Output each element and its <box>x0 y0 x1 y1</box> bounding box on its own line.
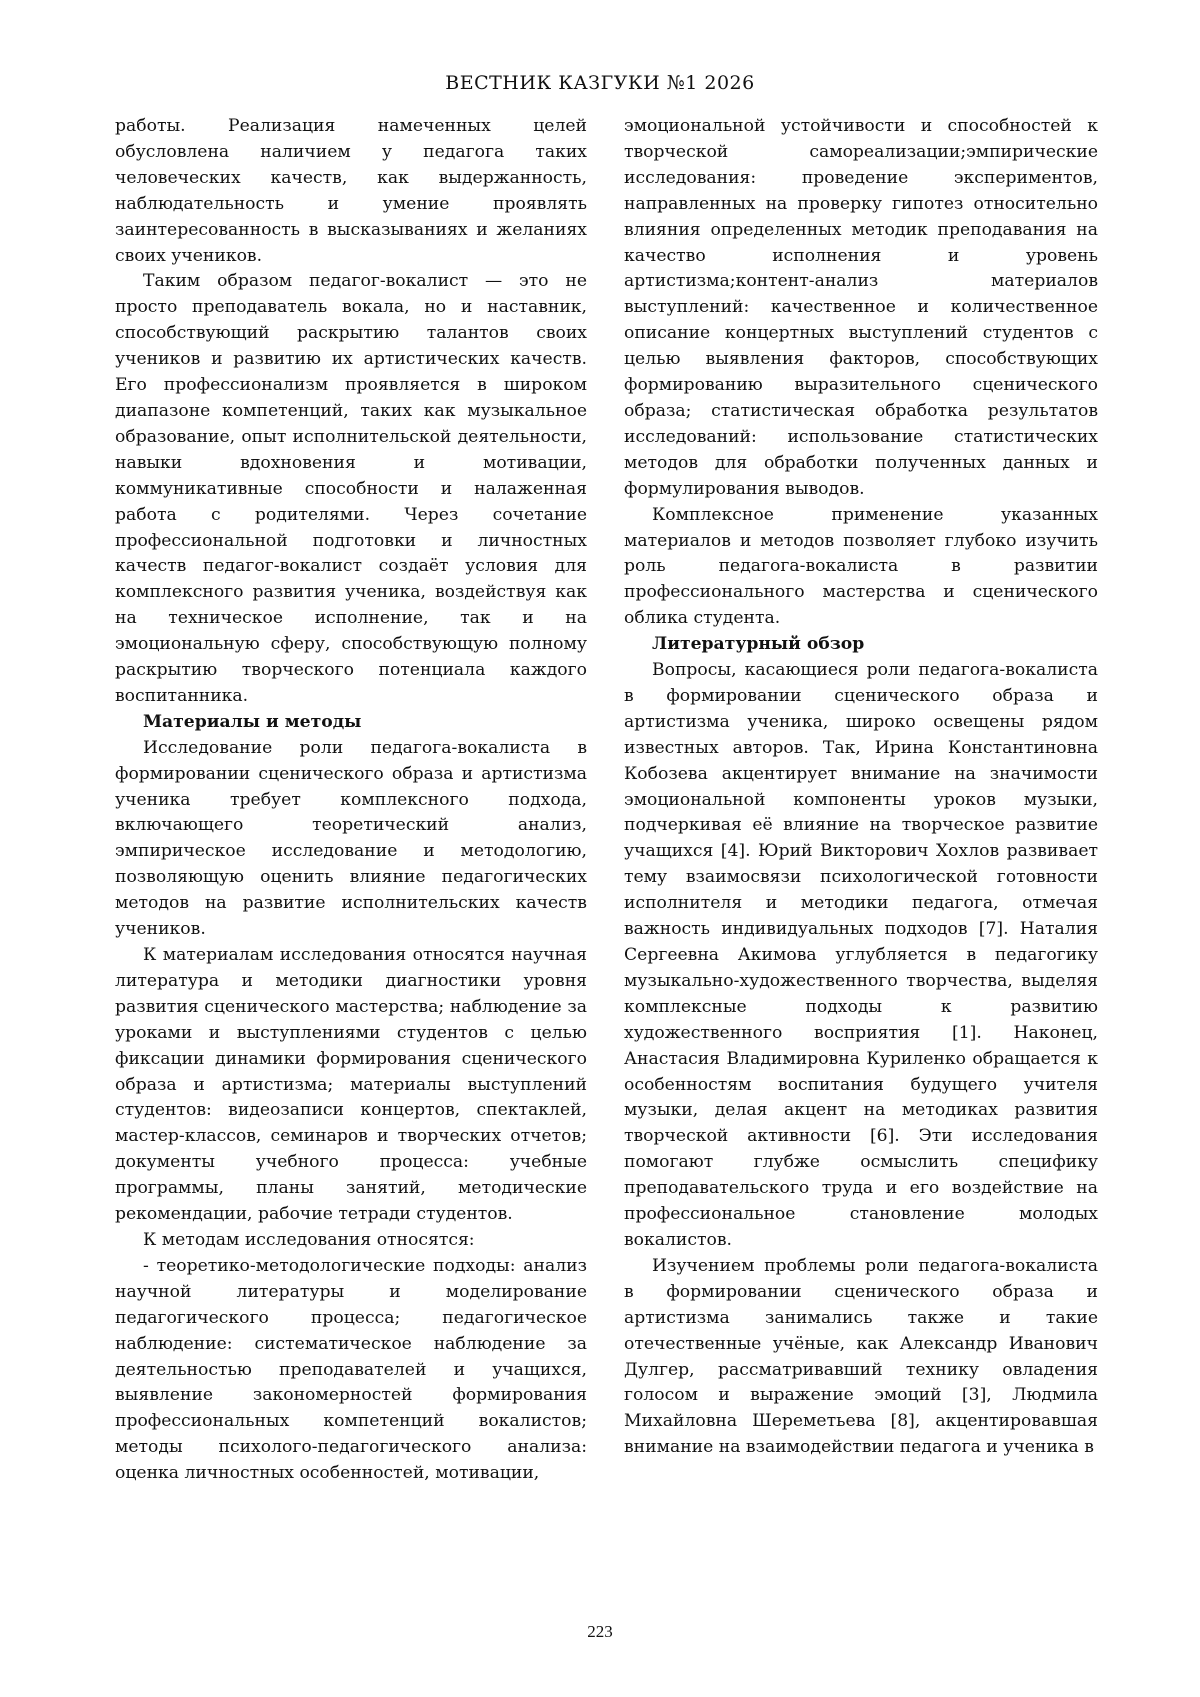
right-column <box>624 114 1098 1461</box>
paragraph: Исследование роли педагога-вокалиста в формировании сценического образа и артистизма ученика требует комплексного подхода, включающего теоретический анализ, эмпирическое исследование и методологию, позволяющую оценить влияние педагогических методов на развитие исполнительских качеств учеников. <box>115 737 587 940</box>
page-number: 223 <box>587 1622 613 1641</box>
journal-header: ВЕСТНИК КАЗГУКИ №1 2026 <box>445 72 755 94</box>
section-heading-review: Литературный обзор <box>652 634 865 655</box>
paragraph: Вопросы, касающиеся роли педагога-вокалиста в формировании сценического образа и артистизма ученика, широко освещены рядом известных авторов. Так, Ирина Константиновна Кобозева акцентирует внимание на значимости эмоциональной компоненты уроков музыки, подчеркивая её влияние на творческое развитие учащихся [4]. Юрий Викторович Хохлов развивает тему взаимосвязи психологической готовности исполнителя и методики педагога, отмечая важность индивидуальных подходов [7]. Наталия Сергеевна Акимова углубляется в педагогику музыкально-художественного творчества, выделяя комплексные подходы к развитию художественного восприятия [1]. Наконец, Анастасия Владимировна Куриленко обращается к особенностям воспитания будущего учителя музыки, делая акцент на методиках развития творческой активности [6]. Эти исследования помогают глубже осмыслить специфику преподавательского труда и его воздействие на профессиональное становление молодых вокалистов. <box>624 660 1098 1250</box>
paragraph: Таким образом педагог-вокалист — это не просто преподаватель вокала, но и наставник, способствующий раскрытию талантов своих учеников и развитию их артистических качеств. Его профессионализм проявляется в широком диапазоне компетенций, таких как музыкальное образование, опыт исполнительской деятельности, навыки вдохновения и мотивации, коммуникативные способности и налаженная работа с родителями. Через сочетание профессиональной подготовки и личностных качеств педагог-вокалист создаёт условия для комплексного развития ученика, воздействуя как на техническое исполнение, так и на эмоциональную сферу, способствующую полному раскрытию творческого потенциала каждого воспитанника. <box>115 271 587 706</box>
paragraph: К материалам исследования относятся научная литература и методики диагностики уровня развития сценического мастерства; наблюдение за уроками и выступлениями студентов с целью фиксации динамики формирования сценического образа и артистизма; материалы выступлений студентов: видеозаписи концертов, спектаклей, мастер-классов, семинаров и творческих отчетов; документы учебного процесса: учебные программы, планы занятий, методические рекомендации, рабочие тетради студентов. <box>115 945 587 1225</box>
section-heading-methods: Материалы и методы <box>143 711 362 732</box>
paragraph: Комплексное применение указанных материалов и методов позволяет глубоко изучить роль педагога-вокалиста в развитии профессионального мастерства и сценического облика студента. <box>624 504 1098 629</box>
left-column <box>115 114 587 1487</box>
paragraph: К методам исследования относятся: <box>143 1229 475 1250</box>
paragraph: работы. Реализация намеченных целей обусловлена наличием у педагога таких человеческих качеств, как выдержанность, наблюдательность и умение проявлять заинтересованность в высказываниях и желаниях своих учеников. <box>115 116 587 266</box>
paragraph: Изучением проблемы роли педагога-вокалиста в формировании сценического образа и артистизма занимались также и такие отечественные учёные, как Александр Иванович Дулгер, рассматривавший технику овладения голосом и выражение эмоций [3], Людмила Михайловна Шереметьева [8], акцентировавшая внимание на взаимодействии педагога и ученика в <box>624 1255 1098 1458</box>
paragraph: - теоретико-методологические подходы: анализ научной литературы и моделирование педагогического процесса; педагогическое наблюдение: систематическое наблюдение за деятельностью преподавателей и учащихся, выявление закономерностей формирования профессиональных компетенций вокалистов; методы психолого-педагогического анализа: оценка личностных особенностей, мотивации, <box>115 1255 587 1484</box>
paragraph: эмоциональной устойчивости и способностей к творческой самореализации;эмпирические исследования: проведение экспериментов, направленных на проверку гипотез относительно влияния определенных методик преподавания на качество исполнения и уровень артистизма;контент-анализ материалов выступлений: качественное и количественное описание концертных выступлений студентов с целью выявления факторов, способствующих формированию выразительного сценического образа; статистическая обработка результатов исследований: использование статистических методов для обработки полученных данных и формулирования выводов. <box>624 116 1098 499</box>
